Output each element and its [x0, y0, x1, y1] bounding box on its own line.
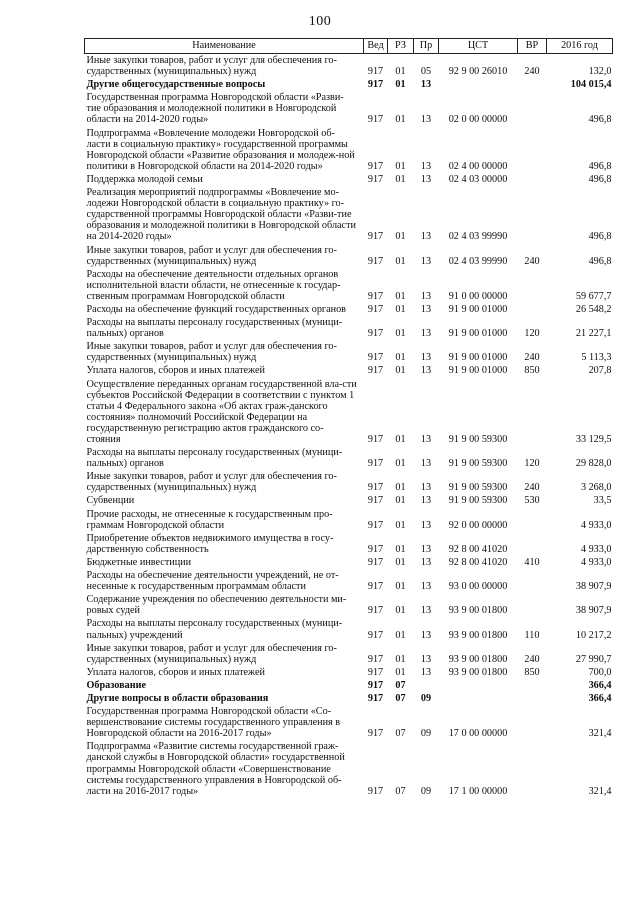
column-header-rz: РЗ	[388, 39, 414, 54]
table-row	[85, 666, 613, 679]
cell-rz: 01	[395, 328, 406, 340]
cell-name: Содержание учреждения по обеспечению деятельности ми-ровых судей	[86, 594, 347, 617]
cell-cst: 92 0 00 00000	[448, 519, 508, 531]
cell-vr	[518, 268, 547, 303]
cell-name: Подпрограмма «Развитие системы государственной граж-данской службы в Новгородской области» государственной программы Новгородской области «Совершенствование системы государственного управления в Новгородской об-ласти на 2016-2017 годы»	[86, 741, 345, 797]
cell-sum: 104 015,4	[570, 79, 612, 91]
cell-rz: 01	[395, 231, 406, 243]
cell-sum: 4 933,0	[580, 543, 612, 555]
cell-cst: 91 9 00 01000	[448, 328, 508, 340]
cell-rz: 01	[395, 79, 406, 91]
column-header-cst: ЦСТ	[439, 39, 518, 54]
cell-vr	[518, 78, 547, 91]
cell-ved: 917	[367, 328, 384, 340]
cell-sum: 366,4	[588, 692, 612, 704]
cell-rz: 01	[395, 458, 406, 470]
cell-ved: 917	[367, 352, 384, 364]
cell-sum: 33 129,5	[575, 434, 612, 445]
cell-pr: 13	[420, 605, 432, 617]
cell-name: Другие вопросы в области образования	[86, 692, 269, 704]
cell-vr	[518, 303, 547, 316]
cell-name: Реализация мероприятий подпрограммы «Вовлечение мо-лодежи Новгородской области в социальную практику» го-сударственной программы Новгородской области «Разви-тие образования и молодежной политики в Новгородской области на 2014-2020 годы»	[86, 187, 356, 243]
table-row	[85, 78, 613, 91]
cell-rz: 01	[395, 114, 406, 126]
table-row	[85, 186, 613, 243]
cell-vr	[518, 508, 547, 532]
cell-ved: 917	[367, 290, 384, 302]
cell-rz: 07	[395, 728, 406, 740]
cell-pr: 13	[420, 290, 432, 302]
table-row	[85, 173, 613, 186]
table-row	[85, 593, 613, 617]
cell-ved: 917	[367, 173, 384, 185]
table-row	[85, 127, 613, 173]
cell-ved: 917	[367, 160, 384, 172]
cell-cst: 91 9 00 01000	[448, 303, 508, 315]
cell-sum: 207,8	[588, 365, 612, 377]
cell-pr: 13	[420, 543, 432, 555]
cell-name: Иные закупки товаров, работ и услуг для обеспечения го-сударственных (муниципальных) нужд	[86, 244, 337, 267]
cell-ved: 917	[367, 629, 384, 641]
table-row	[85, 705, 613, 740]
cell-cst: 91 0 00 00000	[448, 290, 508, 302]
cell-vr	[518, 127, 547, 173]
cell-name: Иные закупки товаров, работ и услуг для обеспечения го-сударственных (муниципальных) нужд	[86, 471, 337, 494]
cell-pr: 05	[420, 66, 432, 78]
cell-rz: 01	[395, 581, 406, 593]
column-header-vr: ВР	[518, 39, 547, 54]
cell-vr: 240	[524, 482, 540, 494]
cell-rz: 01	[395, 495, 406, 507]
cell-rz: 01	[395, 66, 406, 78]
cell-sum: 496,8	[588, 231, 612, 243]
cell-cst: 02 0 00 00000	[448, 114, 508, 126]
table-row	[85, 340, 613, 364]
cell-cst: 17 0 00 00000	[448, 728, 508, 740]
cell-name: Осуществление переданных органам государственной вла-сти субъектов Российской Федерации в соответствии с пунктом 1 статьи 4 Федерального закона «Об актах граж-данского состояния» полномочий Российской Федерации на государственную регистрацию актов гражданского со-стояния	[86, 378, 357, 445]
cell-ved: 917	[367, 66, 384, 78]
cell-pr: 09	[420, 692, 432, 704]
cell-name: Расходы на обеспечение деятельности учреждений, не от-несенные к государственным программам области	[86, 570, 339, 593]
cell-cst: 02 4 03 99990	[448, 231, 508, 243]
cell-name: Иные закупки товаров, работ и услуг для обеспечения го-сударственных (муниципальных) нужд	[86, 55, 337, 78]
table-header	[85, 39, 613, 54]
cell-ved: 917	[367, 653, 384, 665]
cell-pr: 13	[420, 519, 432, 531]
cell-name: Уплата налогов, сборов и иных платежей	[86, 666, 265, 678]
cell-ved: 917	[367, 728, 384, 740]
cell-cst: 93 9 00 01800	[448, 666, 508, 678]
cell-name: Приобретение объектов недвижимого имущества в госу-дарственную собственность	[86, 532, 334, 555]
cell-pr	[414, 679, 439, 692]
cell-cst: 92 9 00 26010	[448, 66, 508, 78]
cell-vr: 240	[524, 653, 540, 665]
column-header-sum: 2016 год	[547, 39, 613, 54]
cell-sum: 5 113,3	[581, 352, 612, 364]
cell-rz: 01	[395, 303, 406, 315]
cell-cst: 91 9 00 59300	[448, 458, 508, 470]
cell-sum: 10 217,2	[575, 629, 612, 641]
cell-pr: 13	[420, 666, 432, 678]
table-row	[85, 642, 613, 666]
budget-table	[84, 38, 613, 798]
cell-vr: 850	[524, 666, 540, 678]
cell-sum: 4 933,0	[580, 519, 612, 531]
table-row	[85, 470, 613, 494]
table-row	[85, 679, 613, 692]
cell-cst: 91 9 00 59300	[448, 495, 508, 507]
cell-name: Иные закупки товаров, работ и услуг для обеспечения го-сударственных (муниципальных) нужд	[86, 341, 337, 364]
table-row	[85, 54, 613, 79]
cell-cst: 91 9 00 59300	[448, 482, 508, 494]
cell-sum: 366,4	[588, 679, 612, 691]
cell-sum: 38 907,9	[575, 581, 612, 593]
cell-pr: 13	[420, 458, 432, 470]
table-row	[85, 556, 613, 569]
table-row	[85, 740, 613, 797]
cell-name: Субвенции	[86, 495, 135, 507]
cell-pr: 13	[420, 629, 432, 641]
cell-pr: 13	[420, 482, 432, 494]
cell-pr: 09	[420, 728, 432, 740]
cell-vr	[518, 532, 547, 556]
cell-rz: 01	[395, 556, 406, 568]
cell-ved: 917	[367, 605, 384, 617]
cell-cst: 02 4 03 00000	[448, 173, 508, 185]
cell-pr: 13	[420, 114, 432, 126]
cell-pr: 13	[420, 352, 432, 364]
cell-vr: 410	[524, 556, 540, 568]
table-row	[85, 532, 613, 556]
cell-name: Подпрограмма «Вовлечение молодежи Новгородской об-ласти в социальную практику» государственной программы Новгородской области «Развитие образования и молодеж-ной политики в Новгородской области на 2014-2020 годы»	[86, 127, 355, 172]
cell-rz: 01	[395, 519, 406, 531]
cell-rz: 07	[395, 692, 406, 704]
table-row	[85, 316, 613, 340]
cell-pr: 13	[420, 365, 432, 377]
table-row	[85, 494, 613, 507]
cell-name: Поддержка молодой семьи	[86, 173, 203, 185]
cell-cst: 91 9 00 01000	[448, 365, 508, 377]
cell-vr: 120	[524, 458, 540, 470]
cell-cst: 91 9 00 01000	[448, 352, 508, 364]
cell-sum: 496,8	[588, 255, 612, 267]
cell-sum: 496,8	[588, 173, 612, 185]
cell-pr: 13	[420, 303, 432, 315]
cell-vr	[518, 593, 547, 617]
cell-vr	[518, 679, 547, 692]
cell-cst: 93 9 00 01800	[448, 653, 508, 665]
cell-ved: 917	[367, 255, 384, 267]
cell-ved: 917	[367, 434, 384, 445]
cell-pr: 13	[420, 231, 432, 243]
cell-sum: 321,4	[588, 728, 612, 740]
cell-name: Государственная программа Новгородской области «Со-вершенствование системы государственного управления в Новгородской области на 2016-2017 годы»	[86, 706, 341, 740]
cell-vr	[518, 173, 547, 186]
cell-name: Образование	[86, 679, 147, 691]
cell-cst: 91 9 00 59300	[448, 434, 508, 445]
cell-vr	[518, 186, 547, 243]
table-row	[85, 378, 613, 447]
cell-pr: 13	[420, 160, 432, 172]
table-row	[85, 446, 613, 470]
cell-name: Расходы на выплаты персоналу государственных (муници-пальных) органов	[86, 317, 343, 340]
table-row	[85, 617, 613, 641]
cell-name: Другие общегосударственные вопросы	[86, 79, 266, 91]
cell-vr	[518, 378, 547, 447]
cell-cst	[439, 679, 518, 692]
cell-sum: 3 268,0	[580, 482, 612, 494]
cell-ved: 917	[367, 303, 384, 315]
cell-cst: 02 4 03 99990	[448, 255, 508, 267]
cell-vr	[518, 705, 547, 740]
table-row	[85, 268, 613, 303]
cell-cst: 93 9 00 01800	[448, 629, 508, 641]
cell-sum: 33,5	[593, 495, 612, 507]
cell-ved: 917	[367, 692, 384, 704]
cell-cst: 02 4 00 00000	[448, 160, 508, 172]
cell-ved: 917	[367, 543, 384, 555]
cell-rz: 01	[395, 173, 406, 185]
table-row	[85, 91, 613, 126]
cell-ved: 917	[367, 666, 384, 678]
cell-pr: 13	[420, 79, 432, 91]
cell-ved: 917	[367, 458, 384, 470]
cell-sum: 38 907,9	[575, 605, 612, 617]
cell-rz: 01	[395, 482, 406, 494]
column-header-ved: Вед	[364, 39, 388, 54]
cell-ved: 917	[367, 79, 384, 91]
cell-sum: 27 990,7	[575, 653, 612, 665]
cell-rz: 01	[395, 543, 406, 555]
cell-sum: 29 828,0	[575, 458, 612, 470]
cell-vr: 240	[524, 255, 540, 267]
cell-vr: 240	[524, 352, 540, 364]
cell-name: Иные закупки товаров, работ и услуг для обеспечения го-сударственных (муниципальных) нужд	[86, 642, 337, 665]
cell-vr: 240	[524, 66, 540, 78]
cell-pr: 13	[420, 255, 432, 267]
cell-name: Расходы на обеспечение деятельности отдельных органов исполнительной власти области, не отнесенные к государ-ственным программам Новгородской области	[86, 268, 341, 302]
cell-pr: 13	[420, 556, 432, 568]
cell-sum: 700,0	[588, 666, 612, 678]
cell-sum: 59 677,7	[575, 290, 612, 302]
cell-name: Уплата налогов, сборов и иных платежей	[86, 365, 265, 377]
cell-sum: 21 227,1	[575, 328, 612, 340]
cell-cst	[439, 692, 518, 705]
cell-vr	[518, 569, 547, 593]
cell-ved: 917	[367, 495, 384, 507]
cell-sum: 321,4	[588, 785, 612, 797]
cell-cst: 92 8 00 41020	[448, 556, 508, 568]
cell-name: Государственная программа Новгородской области «Разви-тие образования и молодежной политики в Новгородской области на 2014-2020 годы»	[86, 92, 344, 126]
cell-vr: 120	[524, 328, 540, 340]
cell-vr	[518, 692, 547, 705]
cell-rz: 01	[395, 629, 406, 641]
cell-rz: 07	[395, 785, 406, 797]
cell-vr	[518, 91, 547, 126]
cell-name: Расходы на обеспечение функций государственных органов	[86, 303, 346, 315]
cell-vr	[518, 740, 547, 797]
cell-ved: 917	[367, 519, 384, 531]
cell-rz: 01	[395, 434, 406, 445]
cell-pr: 13	[420, 434, 432, 445]
cell-name: Расходы на выплаты персоналу государственных (муници-пальных) учреждений	[86, 618, 343, 641]
cell-rz: 07	[395, 679, 406, 691]
cell-vr: 850	[524, 365, 540, 377]
table-row	[85, 569, 613, 593]
table-row	[85, 508, 613, 532]
table-row	[85, 364, 613, 377]
cell-pr: 13	[420, 173, 432, 185]
cell-ved: 917	[367, 556, 384, 568]
cell-ved: 917	[367, 114, 384, 126]
cell-rz: 01	[395, 605, 406, 617]
cell-rz: 01	[395, 666, 406, 678]
cell-pr: 13	[420, 328, 432, 340]
cell-vr: 110	[524, 629, 540, 641]
cell-name: Прочие расходы, не отнесенные к государственным про-граммам Новгородской области	[86, 508, 333, 531]
cell-ved: 917	[367, 231, 384, 243]
cell-ved: 917	[367, 482, 384, 494]
cell-pr: 13	[420, 653, 432, 665]
page-number: 100	[308, 14, 332, 29]
table-body	[85, 54, 613, 798]
cell-rz: 01	[395, 255, 406, 267]
cell-ved: 917	[367, 785, 384, 797]
cell-vr: 530	[524, 495, 540, 507]
cell-sum: 4 933,0	[580, 556, 612, 568]
cell-name: Бюджетные инвестиции	[86, 556, 192, 568]
cell-pr: 13	[420, 581, 432, 593]
table-row	[85, 692, 613, 705]
cell-sum: 26 548,2	[575, 303, 612, 315]
cell-rz: 01	[395, 653, 406, 665]
cell-ved: 917	[367, 581, 384, 593]
header-row	[85, 39, 613, 54]
cell-rz: 01	[395, 352, 406, 364]
table-row	[85, 303, 613, 316]
column-header-pr: Пр	[414, 39, 439, 54]
cell-cst: 93 0 00 00000	[448, 581, 508, 593]
cell-cst: 17 1 00 00000	[448, 785, 508, 797]
cell-pr: 09	[420, 785, 432, 797]
cell-ved: 917	[367, 365, 384, 377]
column-header-name: Наименование	[85, 39, 364, 54]
cell-sum: 496,8	[588, 114, 612, 126]
cell-cst: 92 8 00 41020	[448, 543, 508, 555]
cell-rz: 01	[395, 160, 406, 172]
cell-cst: 93 9 00 01800	[448, 605, 508, 617]
cell-ved: 917	[367, 679, 384, 691]
cell-sum: 132,0	[588, 66, 612, 78]
cell-cst	[439, 78, 518, 91]
table-row	[85, 244, 613, 268]
cell-pr: 13	[420, 495, 432, 507]
cell-sum: 496,8	[588, 160, 612, 172]
cell-name: Расходы на выплаты персоналу государственных (муници-пальных) органов	[86, 447, 343, 470]
cell-rz: 01	[395, 365, 406, 377]
cell-rz: 01	[395, 290, 406, 302]
